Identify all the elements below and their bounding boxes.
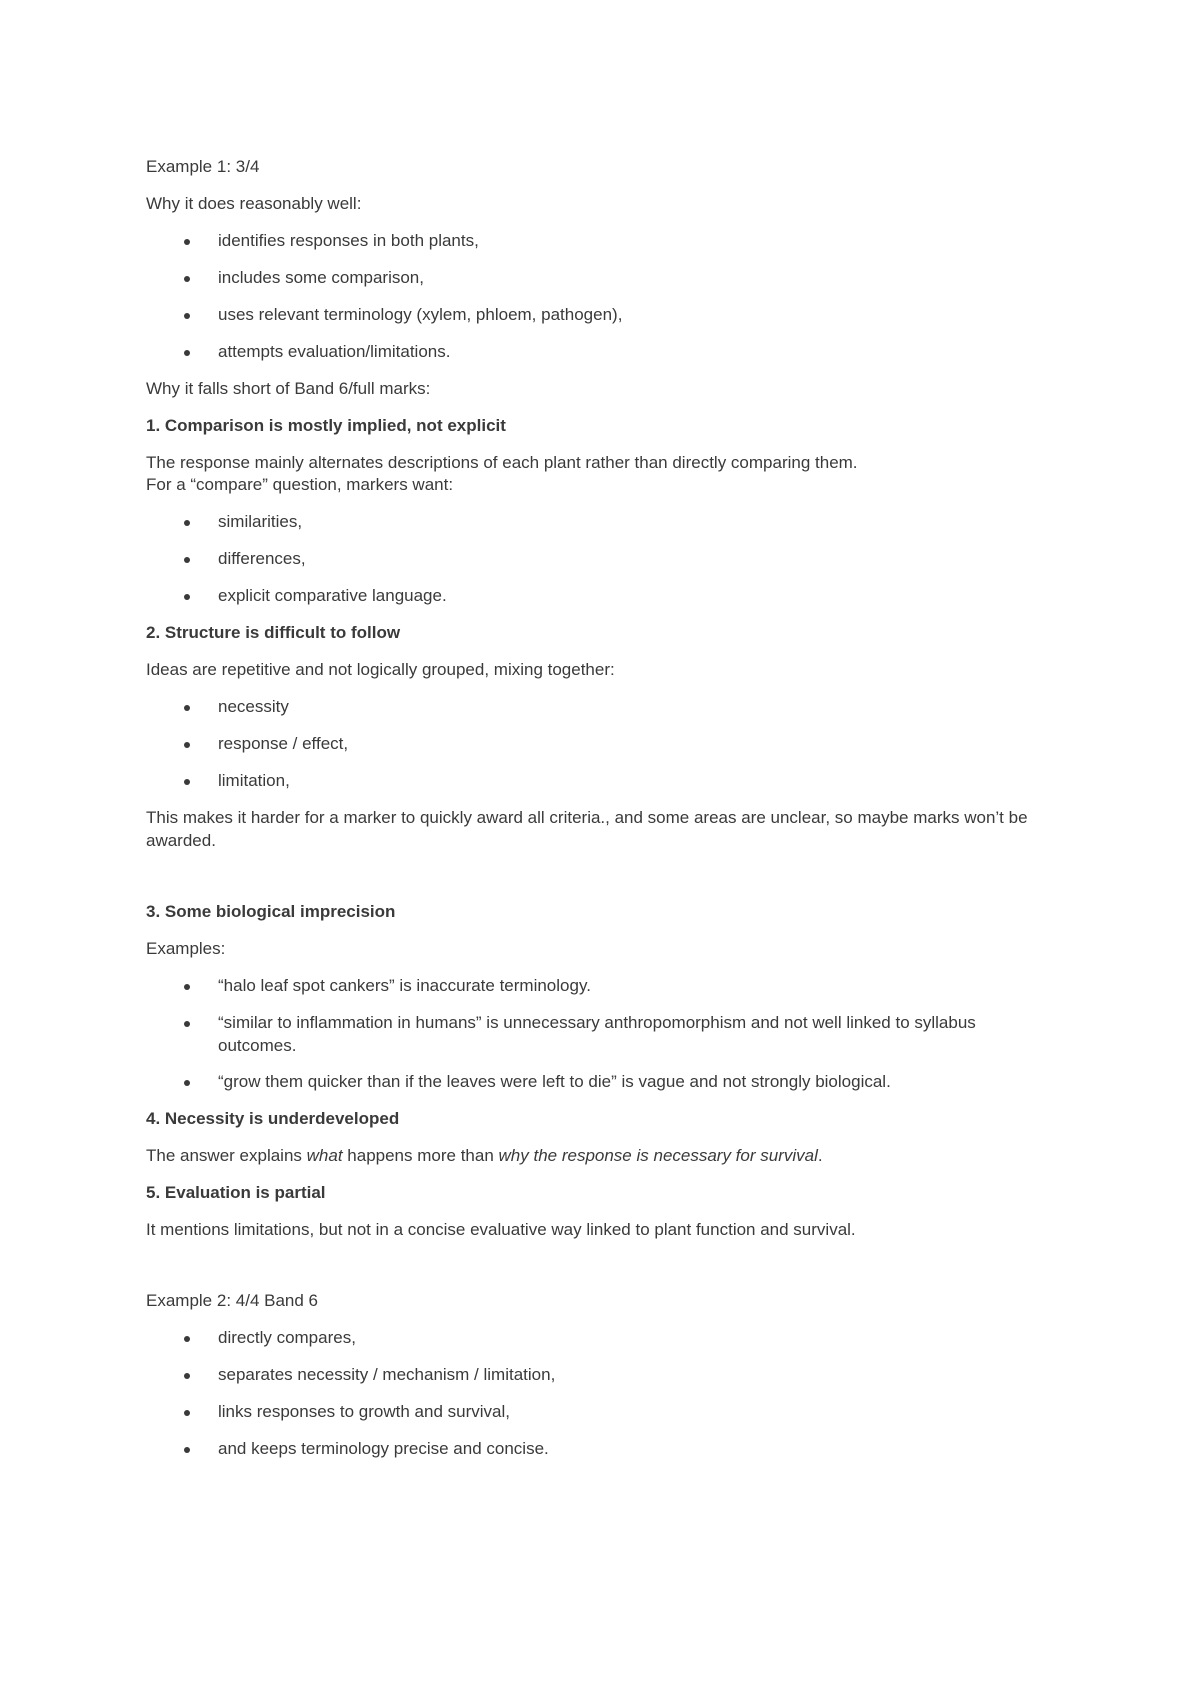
section-4-text: The answer explains what happens more than why the response is necessary for survival. — [146, 1146, 823, 1166]
compare-wants-list — [146, 511, 1046, 608]
list-item: response / effect, — [146, 733, 1046, 756]
bullet-icon — [184, 313, 190, 319]
bullet-icon — [184, 1080, 190, 1086]
imprecision-examples-list — [146, 975, 1046, 1095]
list-item: explicit comparative language. — [146, 585, 1046, 608]
bullet-icon — [184, 239, 190, 245]
bullet-icon — [184, 705, 190, 711]
bullet-icon — [184, 1373, 190, 1379]
list-item: links responses to growth and survival, — [146, 1401, 1046, 1424]
list-item: “grow them quicker than if the leaves were left to die” is vague and not strongly biological. — [146, 1071, 1046, 1094]
bullet-icon — [184, 742, 190, 748]
section-2-intro: Ideas are repetitive and not logically grouped, mixing together: — [146, 660, 615, 680]
section-4-heading: 4. Necessity is underdeveloped — [146, 1109, 400, 1129]
bullet-icon — [184, 779, 190, 785]
bullet-icon — [184, 984, 190, 990]
example-1-title: Example 1: 3/4 — [146, 157, 260, 176]
list-item: “halo leaf spot cankers” is inaccurate terminology. — [146, 975, 1046, 998]
list-item: identifies responses in both plants, — [146, 230, 1046, 253]
mixing-list — [146, 696, 1046, 793]
list-item: limitation, — [146, 770, 1046, 793]
list-item: uses relevant terminology (xylem, phloem, pathogen), — [146, 304, 1046, 327]
bullet-icon — [184, 557, 190, 563]
section-5-heading: 5. Evaluation is partial — [146, 1183, 326, 1203]
bullet-icon — [184, 594, 190, 600]
section-5-text: It mentions limitations, but not in a concise evaluative way linked to plant function and survival. — [146, 1220, 856, 1240]
bullet-icon — [184, 520, 190, 526]
section-3-intro: Examples: — [146, 938, 226, 958]
section-1-heading: 1. Comparison is mostly implied, not explicit — [146, 415, 506, 435]
spacer — [146, 1256, 1046, 1290]
list-item: similarities, — [146, 511, 1046, 534]
list-item: differences, — [146, 548, 1046, 571]
list-item: attempts evaluation/limitations. — [146, 341, 1046, 364]
band-6-list — [146, 1327, 1046, 1461]
bullet-icon — [184, 1336, 190, 1342]
bullet-icon — [184, 1021, 190, 1027]
list-item: separates necessity / mechanism / limitation, — [146, 1364, 1046, 1387]
list-item: includes some comparison, — [146, 267, 1046, 290]
bullet-icon — [184, 276, 190, 282]
strengths-list — [146, 230, 1046, 364]
spacer — [146, 867, 1046, 901]
list-item: “similar to inflammation in humans” is unnecessary anthropomorphism and not well linked to syllabus outcomes. — [146, 1012, 1046, 1058]
section-2-outro: This makes it harder for a marker to quickly award all criteria., and some areas are unclear, so maybe marks won’t be awarded. — [146, 807, 1028, 850]
list-item: necessity — [146, 696, 1046, 719]
section-1-text: The response mainly alternates descriptions of each plant rather than directly comparing them. For a “compare” question, markers want: — [146, 452, 858, 495]
document-page — [146, 156, 1046, 1475]
falls-short-label: Why it falls short of Band 6/full marks: — [146, 378, 431, 398]
list-item: directly compares, — [146, 1327, 1046, 1350]
section-2-heading: 2. Structure is difficult to follow — [146, 623, 401, 643]
bullet-icon — [184, 1447, 190, 1453]
bullet-icon — [184, 350, 190, 356]
section-3-heading: 3. Some biological imprecision — [146, 901, 396, 921]
bullet-icon — [184, 1410, 190, 1416]
why-well-label: Why it does reasonably well: — [146, 193, 362, 213]
example-2-title: Example 2: 4/4 Band 6 — [146, 1291, 319, 1311]
list-item: and keeps terminology precise and concise. — [146, 1438, 1046, 1461]
